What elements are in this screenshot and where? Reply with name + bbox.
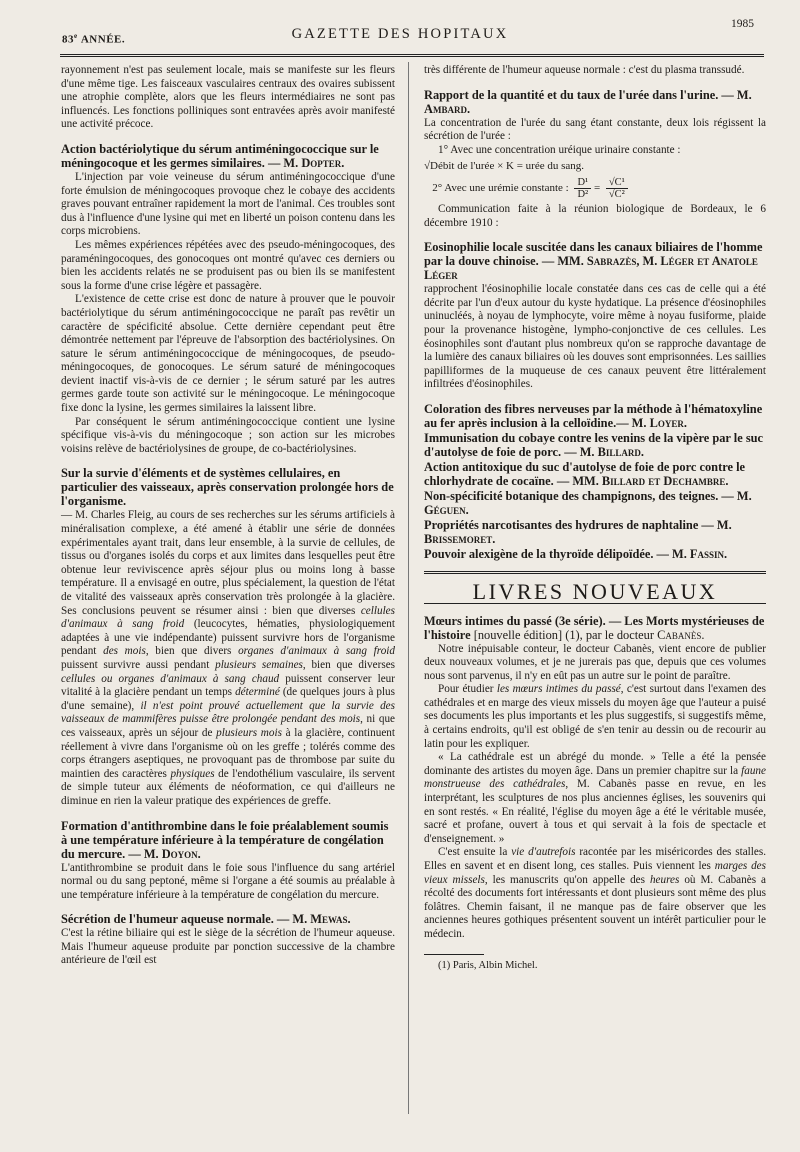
paragraph	[424, 751, 766, 846]
paragraph-text: « La cathédrale est un abrégé du monde. » Telle a été la pensée dominante des artistes du moyen âge. Dans un premier chapitre sur la	[424, 751, 766, 777]
paragraph: L'antithrombine se produit dans le foie sous l'influence du sang artériel normal ou du sang peptoné, même si l'organe a été soumis au préalable à une température inférieure à la température de congélation du mercure.	[61, 861, 395, 901]
paragraph-text: puissent conserver leur vitalité à la glacière pendant un temps	[61, 672, 395, 699]
paragraph: C'est la rétine biliaire qui est le siège de la sécrétion de l'humeur aqueuse. Mais l'humeur aqueuse produite par ponction successive de la chambre antérieure de l'œil est	[61, 927, 395, 967]
page-header	[0, 14, 800, 54]
heading-author: — M. Loyer.	[616, 415, 687, 430]
heading-text: Sécrétion de l'humeur aqueuse normale.	[61, 912, 274, 927]
italic-text: plusieurs semaines	[215, 658, 303, 671]
paragraph: Communication faite à la réunion biologique de Bordeaux, le 6 décembre 1910 :	[424, 202, 766, 229]
equals-sign: =	[593, 182, 601, 194]
heading-edition: [nouvelle édition] (1), par le docteur	[470, 627, 658, 642]
journal-title: GAZETTE DES HOPITAUX	[291, 26, 509, 42]
formula-2	[424, 177, 766, 200]
heading-author: — M. Ambard.	[424, 87, 752, 116]
formula-label: 2° Avec une urémie constante :	[432, 182, 569, 194]
paragraph: Par conséquent le sérum antiméningococcique contient une lysine spécifique vis-à-vis du méningocoque ; son action sur les microbes voisins relève de bactériolysines de groupe, de co-bactériolysines.	[61, 415, 395, 455]
heading-author: — M. Billard.	[561, 444, 644, 459]
book-heading	[424, 614, 766, 642]
footnote-rule	[424, 954, 484, 955]
paragraph-text: C'est ensuite la	[438, 846, 512, 859]
year-number: 83	[62, 33, 74, 46]
article-heading	[61, 142, 395, 170]
heading-text: Rapport de la quantité et du taux de l'urée dans l'urine.	[424, 87, 719, 102]
paragraph-text: à la glacière, continuent réellement à vivre dans l'organisme où on les greffe ; tolérés comme des corps étrangers aseptiques, ne provoquant pas de thrombose par suite du maintien des caractères	[61, 726, 395, 780]
section-rule	[424, 571, 766, 577]
italic-text: cellules ou organes d'animaux à sang chaud	[61, 672, 280, 685]
article-heading	[424, 518, 766, 546]
footnote: (1) Paris, Albin Michel.	[438, 959, 538, 971]
article-heading	[61, 819, 395, 861]
year-label: ANNÉE.	[80, 33, 126, 46]
heading-text: Non-spécificité botanique des champignons, des teignes.	[424, 488, 719, 503]
paragraph-text: racontée par les miséricordes des stalles. Elles en savent et en disent long, ces stalles. Puis viennent les	[424, 846, 766, 872]
italic-text: plusieurs mois	[216, 726, 282, 739]
paragraph: rapprochent l'éosinophilie locale constatée dans ces cas de celle qui a été décrite par l'un d'eux autour du kyste hydatique. La présence d'éosinophiles uninucléés, à noyau de lymphocyte, voire même à noyau fusiforme, plaide pour la provenance histogène, lympho-conjonctive de ces cellules. Les éosinophiles sont d'autant plus nombreux qu'on se rapproche davantage de la lumière des canaux biliaires où les douves sont emprisonnées. Les saillies papilliformes de la muqueuse de ces canaux peuvent être littéralement infiltrées d'éosinophiles.	[424, 283, 766, 391]
article-heading	[61, 912, 395, 926]
paragraph-text: , c'est surtout dans l'examen des cathédrales et en marge des vieux missels du moyen âge que l'auteur a puisé ses documents les plus importants et les plus suggestifs, si suggestifs même, à certains endroits, qu'il est obligé de s'en tenir au dessin ou de recourir au latin pour les expliquer.	[424, 683, 766, 750]
italic-text: organes d'animaux à sang froid	[238, 645, 395, 658]
section-title: LIVRES NOUVEAUX	[472, 578, 718, 604]
paragraph: très différente de l'humeur aqueuse normale : c'est du plasma transsudé.	[424, 64, 745, 76]
heading-text: Eosinophilie locale suscitée dans les canaux biliaires de l'homme par la douve chinoise.	[424, 240, 763, 269]
left-column	[61, 64, 395, 968]
paragraph: L'injection par voie veineuse du sérum antiméningococcique d'une forte émulsion de méningocoques provoque chez le cobaye des accidents graves pouvant entraîner rapidement la mort de l'animal. Ces troubles sont dus à l'influence d'une lysine qui met en liberté un poison contenu dans les corps microbiens.	[61, 170, 395, 238]
italic-text: les mœurs intimes du passé	[496, 683, 621, 696]
paragraph: La concentration de l'urée du sang étant constante, deux lois régissent la sécrétion de l'urée :	[424, 116, 766, 143]
heading-author: — M. Doyon.	[125, 846, 201, 861]
heading-author: — M. Mewas.	[273, 912, 351, 927]
italic-text: déterminé	[235, 686, 280, 699]
paragraph: Les mêmes expériences répétées avec des pseudo-méningocoques, des paraméningocoques, des gonocoques ont montré qu'avec ces derniers ou bien les accidents relatés ne se produisent pas ou bien ils se manifestent sous la forme d'une crise légère et passagère.	[61, 238, 395, 292]
heading-text: Mœurs intimes du passé	[424, 613, 552, 628]
article-heading	[424, 460, 766, 488]
paragraph-text: où M. Cabanès a récolté des documents fort intéressants et dont plusieurs sont même des plus folâtres. Chemin faisant, il ne manque pas de faire observer que les anciennes heures gothiques présentent souvent un intérêt particulier pour le médecin.	[424, 873, 766, 940]
column-divider	[408, 62, 409, 1114]
paragraph-text: , bien que divers	[145, 645, 239, 658]
italic-text: cellules d'animaux à sang froid	[61, 604, 395, 631]
article-heading	[424, 402, 766, 430]
heading-author: — M. Géguen.	[424, 488, 752, 517]
article-heading	[424, 431, 766, 459]
article-heading	[424, 489, 766, 517]
italic-text: physiques	[170, 767, 215, 780]
denominator: D²	[577, 188, 589, 200]
heading-author: — M. Fassin.	[653, 546, 728, 561]
paragraph: L'existence de cette crise est donc de nature à prouver que le pouvoir bactériolytique du sérum antiméningococcique ne paraît pas revêtir un caractère de spécificité absolue. Cette dernière cependant peut être démontrée nettement par l'épreuve de l'absorption des bactériolysines. On sature le sérum antiméningococcique de méningocoques, de pseudo-méningocoques, de gonocoques. Le sérum saturé de méningocoques devient inactif vis-à-vis de ce dernier ; le sérum saturé par les autres germes garde toute son activité sur le méningocoque. Le méningocoque fixe donc la lysine, les germes similaires la laissent libre.	[61, 293, 395, 415]
fraction	[574, 177, 591, 200]
right-column	[424, 64, 766, 972]
heading-text: Action antitoxique du suc d'autolyse de foie de porc contre le chlorhydrate de cocaïne.	[424, 459, 746, 488]
paragraph-text: Pour étudier	[438, 683, 497, 696]
denominator: √C²	[608, 188, 625, 200]
heading-text: Pouvoir alexigène de la thyroïde délipoïdée.	[424, 546, 654, 561]
article-heading	[424, 88, 766, 116]
header-rule	[60, 54, 764, 59]
heading-text: Immunisation du cobaye contre les venins de la vipère par le suc d'autolyse de foie de porc.	[424, 430, 764, 459]
heading-text: Coloration des fibres nerveuses par la méthode à l'hématoxyline au fer après inclusion à la celloïdine.	[424, 401, 763, 430]
heading-author: — MM. Sabrazès, M. Léger et Anatole Léger	[424, 254, 758, 283]
paragraph: rayonnement n'est pas seulement locale, mais se manifeste sur les fleurs d'une même tige. Les faisceaux vasculaires centraux des ovaires subissent une atrophie complète, alors que les fleurs intermédiaires ne sont pas influencés. Les fonctions polliniques sont entravées après avoir manifesté une activité précoce.	[61, 64, 395, 131]
heading-text: Sur la survie d'éléments et de systèmes cellulaires, en particulier des vaisseaux, après conservation prolongée hors de l'organisme.	[61, 466, 394, 509]
heading-author: — M. Brissemoret.	[424, 517, 732, 546]
italic-text: des mois	[103, 645, 146, 658]
article-heading	[424, 547, 766, 561]
fraction	[606, 177, 628, 200]
paragraph-text: , M. Cabanès passe en revue, en les interprétant, les sculptures de nos plus anciennes églises, les souvenirs qui en sont restés. « En réalité, l'église du moyen âge a été le véritable musée, sacré et profane, ouvert à tous et qui servait à la fois de spectacle et d'enseignement. »	[424, 778, 766, 845]
article-heading	[61, 466, 395, 508]
heading-author: — MM. Billard et Dechambre.	[553, 473, 729, 488]
numerator: √C¹	[606, 177, 628, 189]
italic-text: il n'est point prouvé actuellement que la survie des vaisseaux de mammifères puisse être prolongée pendant des mois	[61, 699, 395, 726]
italic-text: marges des vieux missels	[424, 860, 766, 886]
page-number: 1985	[731, 18, 754, 30]
formula-1: √Débit de l'urée × K = urée du sang.	[424, 160, 585, 173]
paragraph-text: , les manuscrits qu'on appelle des	[484, 873, 650, 886]
numerator: D¹	[574, 177, 591, 189]
paragraph-text: — M. Charles Fleig, au cours de ses recherches sur les sérums artificiels à minéralisation complexe, a été amené à établir une série de données expérimentales ayant trait, dans leur ensemble, à la survie de cellules, de tissus ou d'organes isolés du corps et aux limites dans lesquelles peut être obtenue leur reviviscence après séjour plus ou moins long à basse température. Il a envisagé en outre, plus spécialement, la question de l'état de vitalité des vaisseaux après conservation très prolongée à la glacière. Ses conclusions peuvent se résumer ainsi : bien que diverses	[61, 509, 395, 617]
paragraph-text: (leucocytes, hématies, physiologiquement adaptées à une vie indépendante) puissent survivre hors de l'organisme pendant	[61, 618, 395, 658]
paragraph	[424, 846, 766, 941]
paragraph	[424, 683, 766, 751]
paragraph	[61, 509, 395, 808]
italic-text: heures	[649, 873, 680, 886]
italic-text: faune monstrueuse des cathédrales	[424, 764, 766, 791]
paragraph: Notre inépuisable conteur, le docteur Cabanès, vient encore de publier deux nouveaux volumes, et je ne jurerais pas que, depuis que ces volumes nous sont parvenus, il n'y en eût pas un autre sur le point de paraître.	[424, 642, 766, 682]
heading-text: Propriétés narcotisantes des hydrures de naphtaline	[424, 517, 699, 532]
italic-text: vie d'autrefois	[511, 846, 576, 859]
paragraph-text: (de quelques jours à plus d'une semaine),	[61, 686, 395, 712]
heading-author: Cabanès.	[657, 627, 705, 642]
heading-text: Action bactériolytique du sérum antiméningococcique sur le méningocoque et les germes similaires.	[61, 141, 379, 170]
paragraph-text: , bien que diverses	[302, 658, 396, 671]
paragraph: 1° Avec une concentration uréique urinaire constante :	[438, 143, 681, 156]
paragraph-text: de l'endothélium vasculaire, ils servent de simple tuteur aux éléments de néoformation, ce qui d'ailleurs ne diminue en rien la valeur pratique des expériences de greffe.	[61, 767, 395, 807]
heading-author: — M. Dopter.	[264, 155, 345, 170]
article-heading	[424, 240, 766, 282]
paragraph-text: puissent survivre aussi pendant	[61, 658, 216, 671]
heading-text: (3e série). — Les Morts mystérieuses de l'histoire	[424, 613, 765, 642]
year-sup: e	[74, 32, 78, 40]
paragraph-text: , ni que ces vaisseaux, après un séjour de	[61, 713, 395, 739]
heading-text: Formation d'antithrombine dans le foie préalablement soumis à une température inférieure à la température de congélation du mercure.	[61, 818, 389, 861]
